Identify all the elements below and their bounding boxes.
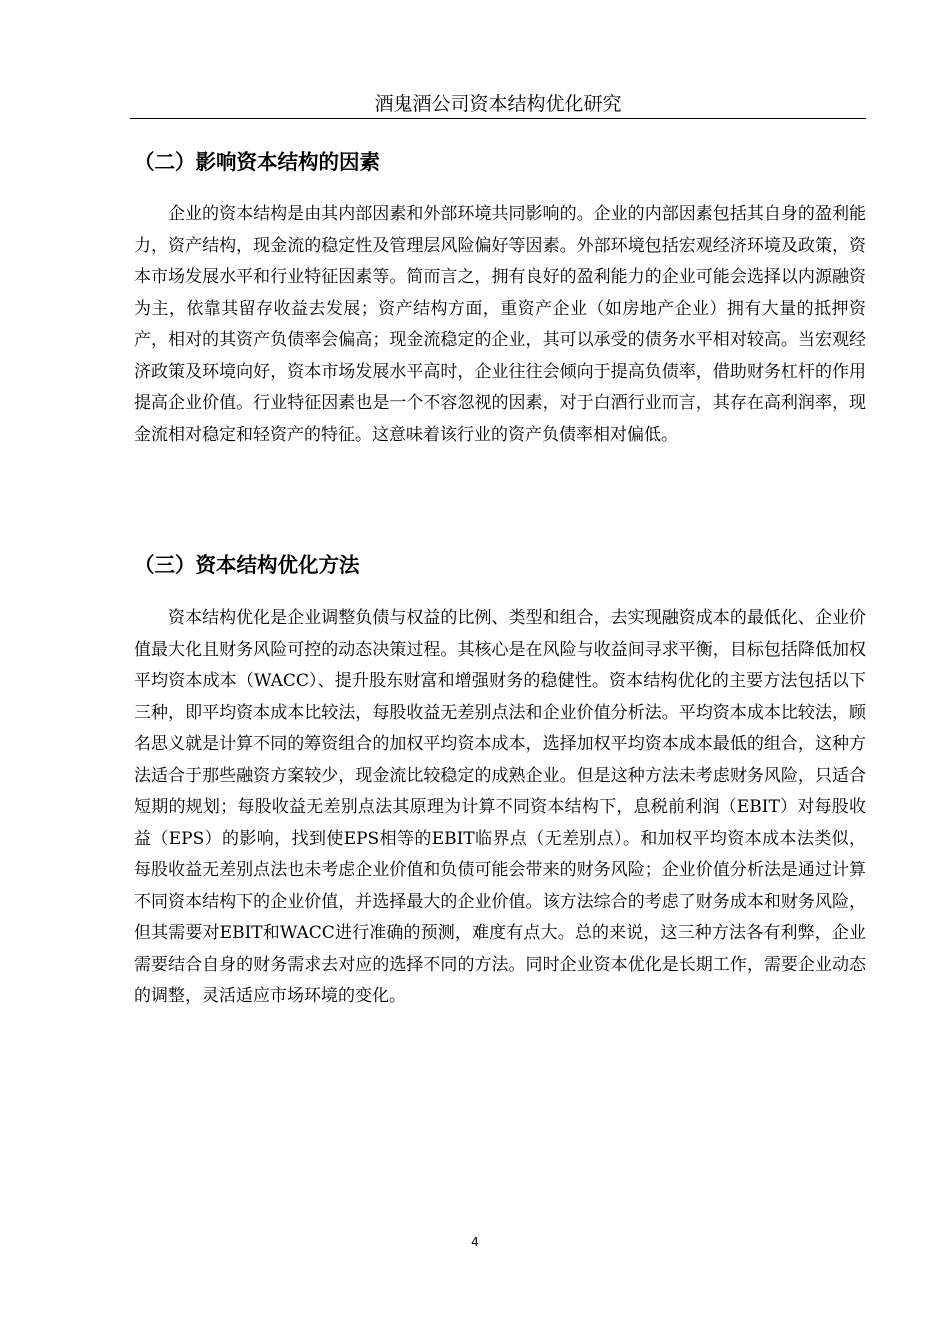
paragraph-methods: 资本结构优化是企业调整负债与权益的比例、类型和组合，去实现融资成本的最低化、企业价值最大化且财务风险可控的动态决策过程。其核心是在风险与收益间寻求平衡，目标包括降低加权平均资本成本（WACC）、提升股东财富和增强财务的稳健性。资本结构优化的主要方法包括以下三种，即平均资本成本比较法，每股收益无差别点法和企业价值分析法。平均资本成本比较法，顾名思义就是计算不同的筹资组合的加权平均资本成本，选择加权平均资本成本最低的组合，这种方法适合于那些融资方案较少，现金流比较稳定的成熟企业。但是这种方法未考虑财务风险，只适合短期的规划；每股收益无差别点法其原理为计算不同资本结构下，息税前利润（EBIT）对每股收益（EPS）的影响，找到使EPS相等的EBIT临界点（无差别点）。和加权平均资本成本法类似，每股收益无差别点法也未考虑企业价值和负债可能会带来的财务风险；企业价值分析法是通过计算不同资本结构下的企业价值，并选择最大的企业价值。该方法综合的考虑了财务成本和财务风险，但其需要对EBIT和WACC进行准确的预测，难度有点大。总的来说，这三种方法各有利弊，企业需要结合自身的财务需求去对应的选择不同的方法。同时企业资本优化是长期工作，需要企业动态的调整，灵活适应市场环境的变化。: [134, 608, 866, 1006]
section-heading-factors: （二）影响资本结构的因素: [134, 150, 380, 174]
page-number: 4: [471, 1235, 479, 1249]
paragraph-factors: 企业的资本结构是由其内部因素和外部环境共同影响的。企业的内部因素包括其自身的盈利能力，资产结构，现金流的稳定性及管理层风险偏好等因素。外部环境包括宏观经济环境及政策，资本市场发展水平和行业特征因素等。简而言之，拥有良好的盈利能力的企业可能会选择以内源融资为主，依靠其留存收益去发展；资产结构方面，重资产企业（如房地产企业）拥有大量的抵押资产，相对的其资产负债率会偏高；现金流稳定的企业，其可以承受的债务水平相对较高。当宏观经济政策及环境向好，资本市场发展水平高时，企业往往会倾向于提高负债率，借助财务杠杆的作用提高企业价值。行业特征因素也是一个不容忽视的因素，对于白酒行业而言，其存在高利润率，现金流相对稳定和轻资产的特征。这意味着该行业的资产负债率相对偏低。: [134, 204, 866, 445]
running-header-title: 酒鬼酒公司资本结构优化研究: [374, 93, 622, 115]
header-rule: [130, 118, 866, 119]
section-heading-methods: （三）资本结构优化方法: [134, 553, 360, 577]
